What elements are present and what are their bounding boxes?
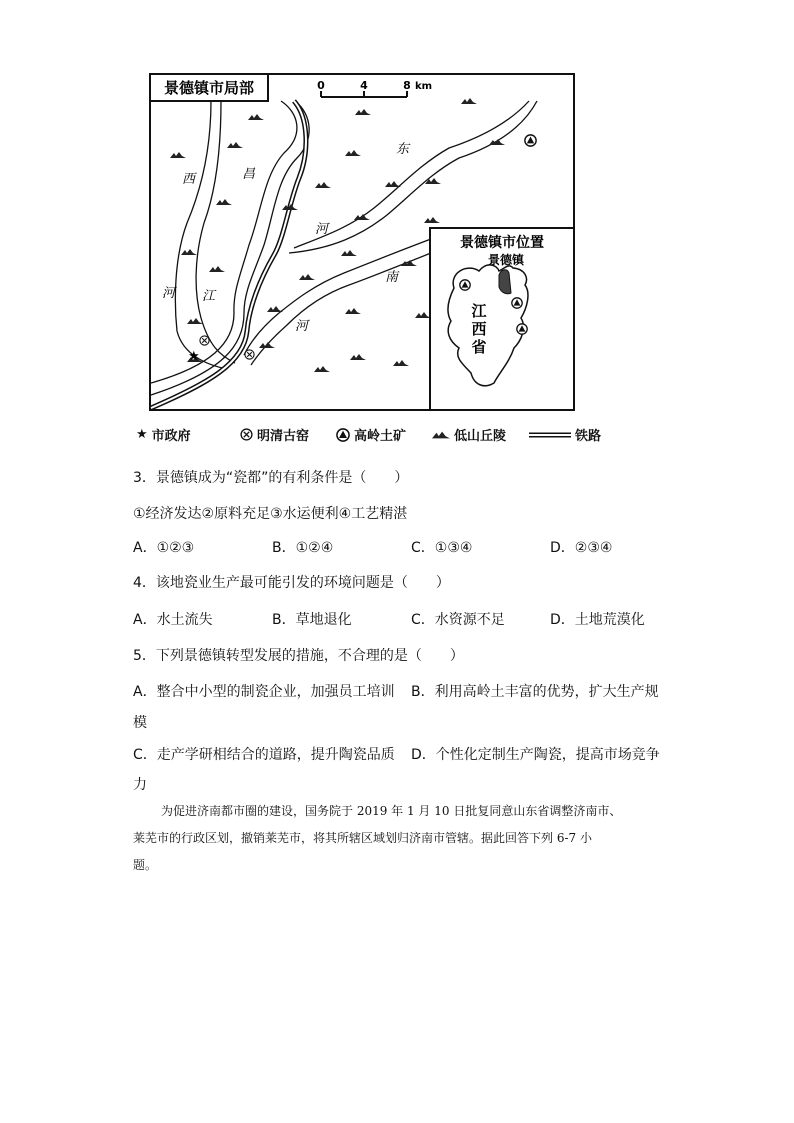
hill-icon bbox=[432, 430, 450, 440]
legend-item-hill: 低山丘陵 bbox=[432, 425, 506, 444]
legend-item-kiln: 明清古窑 bbox=[240, 425, 309, 444]
inset-title: 景德镇市位置 bbox=[460, 235, 544, 251]
inset-map bbox=[430, 228, 574, 410]
kiln-2 bbox=[245, 350, 254, 359]
label-he1: 河 bbox=[162, 286, 176, 301]
question-5-option-d: D．个性化定制生产陶瓷，提高市场竞争 bbox=[411, 747, 660, 763]
label-xi: 西 bbox=[182, 172, 196, 187]
question-3-option-d: D．②③④ bbox=[550, 540, 613, 556]
legend-item-government: ★ 市政府 bbox=[136, 427, 191, 444]
passage-line-2: 莱芜市的行政区划，撤销莱芜市，将其所辖区域划归济南市管辖。据此回答下列 6-7 小 bbox=[133, 831, 592, 845]
question-3-statements: ①经济发达②原料充足③水运便利④工艺精湛 bbox=[133, 506, 408, 522]
passage-line-1: 为促进济南都市圈的建设，国务院于 2019 年 1 月 10 日批复同意山东省调整济南市、 bbox=[161, 804, 622, 818]
svg-text:0: 0 bbox=[317, 79, 325, 92]
label-chang: 昌 bbox=[242, 167, 256, 182]
svg-text:江: 江 bbox=[471, 302, 487, 320]
label-jiang: 江 bbox=[202, 289, 216, 304]
question-3-option-b: B．①②④ bbox=[272, 540, 334, 556]
legend-item-railway: 铁路 bbox=[529, 425, 601, 444]
kaolin-mine-icon bbox=[336, 428, 350, 442]
svg-text:4: 4 bbox=[360, 79, 368, 92]
map-figure bbox=[149, 73, 575, 411]
question-5-option-a: A．整合中小型的制瓷企业，加强员工培训 bbox=[133, 684, 395, 700]
svg-text:8: 8 bbox=[403, 79, 411, 92]
question-3-option-c: C．①③④ bbox=[411, 540, 473, 556]
question-3-stem: 3．景德镇成为“瓷都”的有利条件是（ ） bbox=[133, 470, 409, 486]
label-dong: 东 bbox=[396, 142, 410, 157]
label-he3: 河 bbox=[315, 222, 329, 237]
inset-city-label: 景德镇 bbox=[487, 253, 525, 267]
passage-line-3: 题。 bbox=[133, 858, 158, 872]
question-4-option-c: C．水资源不足 bbox=[411, 612, 505, 628]
inset-mine-1 bbox=[460, 280, 470, 290]
question-3-option-a: A．①②③ bbox=[133, 540, 195, 556]
question-5-option-b-wrap: 模 bbox=[133, 715, 147, 731]
question-4-option-b: B．草地退化 bbox=[272, 612, 352, 628]
question-5-option-c: C．走产学研相结合的道路，提升陶瓷品质 bbox=[133, 747, 395, 763]
kaolin-mine-main bbox=[525, 135, 536, 146]
svg-text:西: 西 bbox=[471, 320, 487, 338]
question-5-option-d-wrap: 力 bbox=[133, 777, 147, 793]
legend-item-mine: 高岭土矿 bbox=[336, 425, 406, 444]
svg-text:省: 省 bbox=[471, 338, 487, 356]
question-5-stem: 5．下列景德镇转型发展的措施，不合理的是（ ） bbox=[133, 648, 464, 664]
question-4-stem: 4．该地瓷业生产最可能引发的环境问题是（ ） bbox=[133, 575, 450, 591]
question-5-option-b: B．利用高岭土丰富的优势，扩大生产规 bbox=[411, 684, 659, 700]
inset-mine-2 bbox=[512, 298, 522, 308]
question-4-option-d: D．土地荒漠化 bbox=[550, 612, 645, 628]
kiln-1 bbox=[200, 336, 209, 345]
question-4-option-a: A．水土流失 bbox=[133, 612, 213, 628]
map-title: 景德镇市局部 bbox=[163, 79, 255, 97]
label-he4: 河 bbox=[295, 319, 309, 334]
inset-mine-3 bbox=[517, 324, 527, 334]
railway-icon bbox=[529, 431, 571, 439]
city-government-star: ★ bbox=[188, 349, 200, 364]
kiln-icon bbox=[240, 428, 253, 441]
svg-text:km: km bbox=[415, 81, 433, 92]
star-icon: ★ bbox=[136, 427, 148, 442]
label-nan: 南 bbox=[385, 270, 399, 285]
passage bbox=[133, 798, 661, 879]
